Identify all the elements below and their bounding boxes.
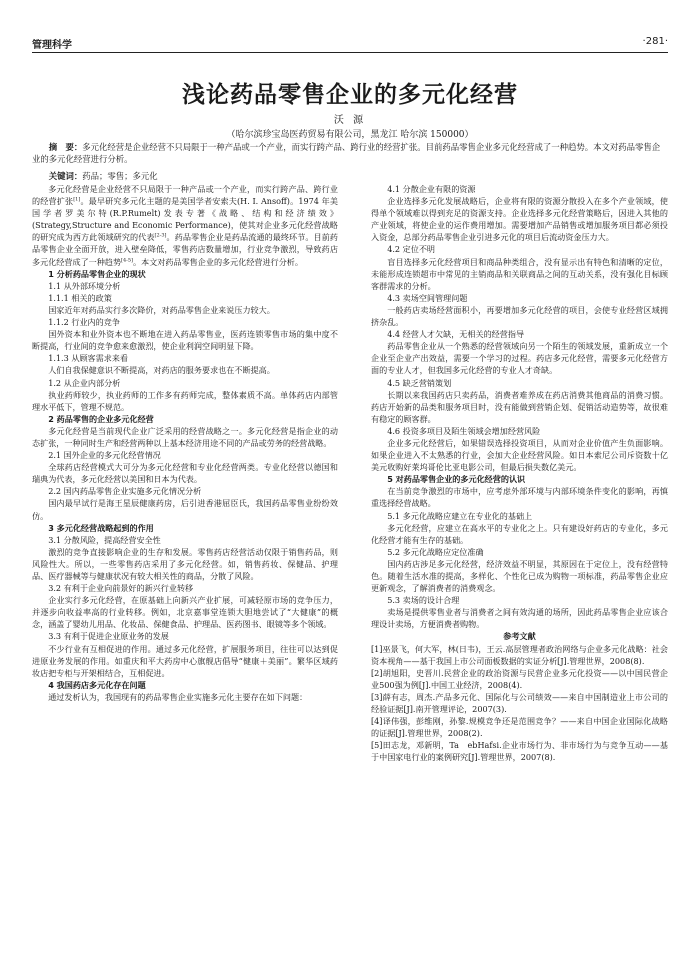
right-column: [371, 183, 668, 764]
subsection-heading: 5.1 多元化战略应建立在专业化的基础上: [387, 510, 533, 521]
subsection-heading: 1.1 从外部环境分析: [48, 280, 121, 291]
paragraph: 药品零售企业从一个熟悉的经营领域向另一个陌生的领域发展，重新成立一个企业至企业产出效益，需要一个学习的过程。药店多元化经营，需要多元化经营方面的专业人才，但我国多元化经营的专业人才奇缺。: [371, 341, 668, 376]
intro-paragraph: 多元化经营是企业经营不只局限于一种产品或一个产业，而实行跨产品、跨行业的经营扩张[1]。最早研究多元化主题的是美国学者安索夫(H. I. Ansoff)。1974 年美国学者罗美尔特(R.P.Rumelt)发表专著《战略、结构和经济绩效》(Strategy,Structure and Economic Performance)，使其对企业多元化经营战略的研究成为西方此领域研究的代表[2-3]。药品零售企业是药品流通的最终环节。目前药品零售企业全面开放，进入壁垒降低，零售药店数量增加，行业竞争激烈，导致药店多元化经营成了一种趋势[4-5]。本文对药品零售企业的多元化经营进行分析。: [32, 184, 338, 267]
left-column: [32, 183, 338, 703]
paragraph: 企业实行多元化经营，在原基础上向新兴产业扩展，可减轻原市场的竞争压力，并逐步向收益率高的行业转移。例如，北京嘉事堂连锁大胆地尝试了“大健康”的概念，涵盖了婴幼儿用品、化妆品、保健食品、护理品、医药图书、眼镜等多个领域。: [32, 595, 338, 630]
reference-item: [2]胡旭阳，史晋川.民营企业的政治资源与民营企业多元化投资——以中国民营企业500强为例[J].中国工业经济，2008(4).: [371, 667, 668, 690]
paragraph: 国内药店涉足多元化经营，经济效益不明显，其原因在于定位上，没有经营特色。随着生活水准的提高，多样化、个性化已成为购物一项标准，药品零售企业应更新观念，了解消费者的消费观念。: [371, 558, 668, 594]
paragraph: 人们自我保健意识不断提高，对药店的服务要求也在不断提高。: [48, 365, 275, 376]
section-heading: 1 分析药品零售企业的现状: [48, 268, 146, 279]
paragraph: 卖场是提供零售业者与消费者之间有效沟通的场所，因此药品零售企业应该合理设计卖场，方便消费者购物。: [371, 607, 668, 630]
paragraph: 激烈的竞争直接影响企业的生存和发展。零售药店经营活动仅限于销售药品，则风险性大。所以，一些零售药店采用了多元化经营。如，销售药妆、保健品、护理品、医疗器械等与健康状况有较大相关性的商品，分散了风险。: [32, 546, 338, 581]
section-heading: 2 药品零售的企业多元化经营: [48, 413, 154, 424]
paragraph: 国外资本和业外资本也不断地在进入药品零售业，医药连锁零售市场的集中度不断提高，行业间的竞争愈来愈激烈，使企业利润空间明显下降。: [32, 329, 338, 352]
subsection-heading: 5.3 卖场的设计合理: [387, 595, 460, 606]
paragraph: 国家近年对药品实行多次降价，对药品零售企业来说压力较大。: [48, 304, 275, 315]
section-heading: 5 对药品零售企业的多元化经营的认识: [387, 474, 526, 485]
subsection-heading: 1.2 从企业内部分析: [48, 377, 121, 388]
paragraph: 不少行业有互相促进的作用。通过多元化经营，扩展服务项目，往往可以达到促进原业务发展的作用。如重庆和平大药房中心旗舰店倡导“健康＋美丽”。繁华区域药妆店把专柜与开架相结合，互相促进。: [32, 643, 338, 678]
subsection-heading: 4.1 分散企业有限的资源: [387, 184, 476, 194]
subsection-heading: 4.5 缺乏营销策划: [387, 377, 452, 388]
journal-name: 管理科学: [32, 40, 72, 51]
affiliation: （哈尔滨珍宝岛医药贸易有限公司，黑龙江 哈尔滨 150000）: [226, 130, 474, 140]
subsubsection-heading: 1.1.3 从顾客需求来看: [48, 353, 129, 364]
subsubsection-heading: 1.1.1 相关的政策: [48, 292, 112, 303]
subsection-heading: 2.1 国外企业的多元化经营情况: [48, 450, 161, 461]
abstract: [32, 141, 668, 165]
article-title: 浅论药品零售企业的多元化经营: [182, 81, 518, 108]
paragraph: 长期以来我国药店只卖药品，消费者难养成在药店消费其他商品的消费习惯。药店开始新的品类和服务项目时，没有能做到营销企划、促销活动造势等，故很难有稳定的顾客群。: [371, 389, 668, 424]
reference-item: [1]巫景飞，何大军，林(日韦)，王云.高层管理者政治网络与企业多元化战略：社会资本视角——基于我国上市公司面板数据的实证分析[J].管理世界，2008(8).: [371, 643, 668, 666]
page-number: ·281·: [642, 36, 668, 47]
reference-item: [4]译伟强，彭维刚，孙黎.规模竞争还是范围竞争？——来自中国企业国际化战略的证据[J].管理世界，2008(2).: [371, 716, 668, 739]
abstract-label: 摘 要：: [48, 142, 83, 152]
keywords-text: 药品；零售；多元化: [82, 171, 158, 181]
running-header: [32, 36, 668, 50]
reference-item: [5]田志龙，邓新明，Ta ebHafsi.企业市场行为、非市场行为与竞争互动——基于中国家电行业的案例研究[J].管理世界，2007(8).: [371, 740, 668, 763]
paragraph: 企业选择多元化发展战略后，企业将有限的资源分散投入在多个产业领域，使得单个领域难以得到充足的资源支持。企业选择多元化经营策略后，因进入其他的产业领域，将使企业的运作费用增加。需要增加产品销售或增加服务项目都必须投入资金，总部分药品零售企业引进多元化的项目后流动资金压力大。: [371, 196, 668, 243]
header-rule: [32, 52, 668, 53]
section-heading: 3 多元化经营战略起到的作用: [48, 522, 154, 533]
paragraph: 在当前竞争激烈的市场中，应考虑外部环境与内部环境条件变化的影响，再慎重选择经营战略。: [371, 486, 668, 509]
references-heading: 参考文献: [503, 631, 536, 642]
paragraph: 全球药店经营模式大可分为多元化经营和专业化经营两类。专业化经营以德国和瑞典为代表，多元化经营以美国和日本为代表。: [32, 462, 338, 485]
paragraph: 执业药师较少，执业药师的工作多有药师完成，整体素质不高。单体药店内部管理水平低下，管理不规范。: [32, 389, 338, 412]
paragraph: 通过发析认为，我国现有的药品零售企业实施多元化主要存在如下问题：: [48, 691, 308, 702]
subsubsection-heading: 1.1.2 行业内的竞争: [48, 317, 120, 328]
author: 沃 源: [333, 115, 367, 126]
paragraph: 一般药店卖场经营面积小，再要增加多元化经营的项目，会使专业经营区域拥挤杂乱。: [371, 304, 668, 328]
subsection-heading: 3.3 有利于促进企业原业务的发展: [48, 631, 169, 642]
paragraph: 企业多元化经营后，如果错误选择投资项目，从而对企业价值产生负面影响。如果企业进入不太熟悉的行业，会加大企业经营风险。如日本索尼公司斥资数十亿美元收购好莱坞哥伦比亚电影公司，但最后损失数亿美元。: [371, 437, 668, 473]
paragraph: 国内最早试行是海王星辰健康药房，后引进香港屈臣氏，我国药品零售业纷纷效仿。: [32, 498, 338, 521]
reference-item: [3]薛有志，周杰.产品多元化、国际化与公司绩效——来自中国制造业上市公司的经验证据[J].南开管理评论，2007(3).: [371, 691, 668, 715]
paragraph: 多元化经营，应建立在高水平的专业化之上。只有建设好药店的专业化，多元化经营才能有生存的基础。: [371, 522, 668, 545]
subsection-heading: 4.4 经营人才欠缺，无相关的经营指导: [387, 329, 525, 340]
abstract-text: 多元化经营是企业经营不只局限于一种产品或一个产业，而实行跨产品、跨行业的经营扩张。目前药品零售企业多元化经营成了一种趋势。本文对药品零售企业的多元化经营进行分析。: [32, 142, 661, 165]
keywords-label: 关键词：: [48, 171, 83, 181]
subsection-heading: 3.1 分散风险，提高经营安全性: [48, 534, 161, 545]
keywords: [32, 170, 668, 182]
paragraph: 多元化经营是当前现代企业广泛采用的经营战略之一。多元化经营是指企业的动态扩张，一种同时生产和经营两种以上基本经济用途不同的产品或劳务的经营战略。: [32, 425, 338, 448]
subsection-heading: 2.2 国内药品零售企业实施多元化情况分析: [48, 486, 202, 497]
subsection-heading: 5.2 多元化战略应定位准确: [387, 546, 484, 557]
paragraph: 盲目选择多元化经营项目和商品种类组合，没有显示出有特色和清晰的定位，未能形成连锁超市中常见的主销商品和关联商品之间的互动关系，没有强化目标顾客群需求的分析。: [371, 256, 668, 291]
subsection-heading: 4.3 卖场空间管理问题: [387, 292, 468, 303]
section-heading: 4 我国药店多元化存在问题: [48, 679, 146, 690]
subsection-heading: 4.6 投资多项目及陌生领域会增加经营风险: [387, 425, 541, 436]
subsection-heading: 4.2 定位不明: [387, 244, 436, 255]
subsection-heading: 3.2 有利于企业向前景好的新兴行业转移: [48, 583, 194, 594]
